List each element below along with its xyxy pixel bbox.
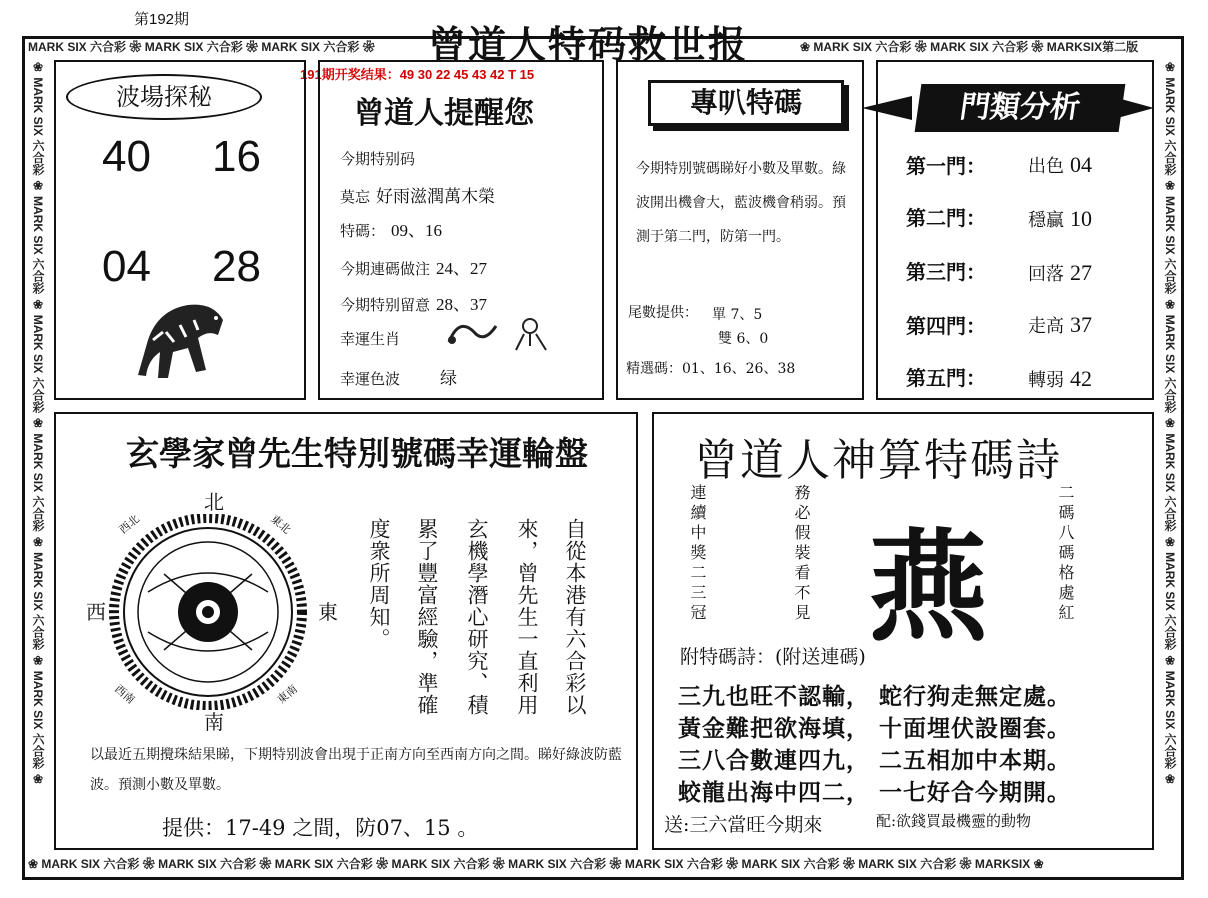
reminder-row: 今期特别留意 28、37	[340, 295, 488, 314]
poem-pair: 配:欲錢買最機靈的動物	[876, 812, 1032, 830]
door-value: 穩贏 10	[1028, 206, 1092, 231]
right-border: ❀ MARK SIX 六合彩 ❀ MARK SIX 六合彩 ❀ MARK SIX 六合彩 ❀ MARK SIX 六合彩 ❀ MARK SIX 六合彩 ❀ MARK SIX 六合彩 ❀	[1163, 60, 1177, 787]
door-value: 走高 37	[1028, 312, 1092, 337]
left-border: ❀ MARK SIX 六合彩 ❀ MARK SIX 六合彩 ❀ MARK SIX 六合彩 ❀ MARK SIX 六合彩 ❀ MARK SIX 六合彩 ❀ MARK SIX 六合彩 ❀	[31, 60, 45, 787]
poem-column: 連續中獎二三冠	[688, 484, 707, 624]
wheel-title: 玄學家曾先生特別號碼幸運輪盤	[126, 434, 588, 473]
compass-west: 西	[86, 600, 106, 624]
compass-east: 東	[318, 600, 338, 624]
lucky-wheel	[108, 514, 308, 710]
compass-south: 南	[204, 710, 224, 734]
compass-se: 東南	[274, 682, 300, 707]
wave-number: 40	[102, 132, 151, 181]
wave-number: 16	[212, 132, 261, 181]
tema-title: 專叭特碼	[648, 80, 844, 126]
bottom-border: ❀ MARK SIX 六合彩 ❀ MARK SIX 六合彩 ❀ MARK SIX 六合彩 ❀ MARK SIX 六合彩 ❀ MARK SIX 六合彩 ❀ MARK SIX 六合彩 ❀ MARK SIX 六合彩 ❀ MARK SIX 六合彩 ❀ MARKSIX ❀	[28, 857, 1044, 871]
door-value: 出色 04	[1028, 152, 1092, 177]
compass-ne: 東北	[268, 512, 294, 537]
brand-text: MARK SIX 六合彩	[28, 40, 127, 54]
compass-nw: 西北	[116, 512, 142, 537]
dragon-icon	[448, 326, 496, 344]
tema-text: 今期特別號碼睇好小數及單數。綠波開出機會大，藍波機會稍弱。預測于第二門，防第一門。	[636, 161, 846, 245]
poem-line: 三九也旺不認輸， 蛇行狗走無定處。	[678, 683, 1072, 710]
wheel-column: 自從本港有六合彩以	[563, 518, 587, 716]
tail-single: 單 7、5	[712, 307, 763, 323]
reminder-row: 幸運色波 绿	[340, 369, 458, 388]
door-label: 第二門：	[906, 206, 986, 230]
wave-title: 波場探秘	[66, 74, 262, 120]
top-border-right: ❀ MARK SIX 六合彩 ❀ MARK SIX 六合彩 ❀ MARKSIX第二版	[800, 40, 1139, 54]
reminder-title: 曾道人提醒您	[354, 96, 534, 131]
poem-title: 曾道人神算特碼詩	[694, 435, 1062, 486]
door-value: 轉弱 42	[1028, 366, 1092, 391]
poem-column: 二碼八碼格處紅	[1056, 484, 1075, 624]
monkey-icon	[516, 319, 546, 350]
wave-number: 28	[212, 242, 261, 291]
select-row: 精選碼：01、16、26、38	[626, 361, 796, 377]
poem-send: 送:三六當旺今期來	[664, 814, 823, 836]
door-value: 回落 27	[1028, 260, 1092, 285]
reminder-row: 特碼： 09、16	[340, 221, 443, 240]
wheel-column: 累了豐富經驗，準確	[415, 518, 439, 716]
poem-line: 三八合數連四九， 二五相加中本期。	[678, 747, 1072, 774]
reminder-row: 莫忘 好雨滋潤萬木榮	[340, 187, 496, 206]
reminder-row: 今期連碼做注 24、27	[340, 259, 488, 278]
starburst-icon	[862, 90, 912, 126]
door-label: 第四門：	[906, 314, 986, 338]
poem-column: 務必假裝看不見	[792, 484, 811, 624]
reminder-row: 今期特别码	[340, 150, 416, 168]
compass-north: 北	[204, 490, 224, 514]
doors-title: 門類分析	[915, 84, 1126, 132]
wheel-note: 以最近五期攪珠結果睇，下期特别波會出現于正南方向至西南方向之間。睇好綠波防藍波。預測小數及單數。	[90, 747, 622, 793]
wheel-column: 度衆所周知。	[367, 518, 391, 650]
tail-double: 雙 6、0	[718, 331, 769, 347]
wheel-supply: 提供：17-49 之間，防07、15 。	[162, 816, 479, 840]
zodiac-icons	[444, 312, 560, 356]
door-label: 第一門：	[906, 154, 986, 178]
poem-attach: 附特碼詩：(附送連碼)	[680, 646, 866, 668]
tail-label: 尾數提供：	[628, 305, 698, 321]
door-label: 第五門：	[906, 366, 986, 390]
wheel-column: 來，曾先生一直利用	[515, 518, 539, 716]
issue-number: 第192期	[134, 11, 190, 28]
poem-line: 黃金難把欲海填， 十面埋伏設圈套。	[678, 715, 1072, 742]
tiger-icon	[118, 280, 238, 392]
compass-sw: 西南	[112, 682, 138, 707]
page-title: 曾道人特码救世报	[428, 22, 749, 67]
reminder-row: 幸運生肖	[340, 330, 401, 348]
door-label: 第三門：	[906, 260, 986, 284]
big-character: 燕	[868, 517, 988, 658]
previous-result: 191期开奖结果：49 30 22 45 43 42 T 15	[300, 67, 535, 82]
top-border-left: MARK SIX 六合彩 ❀ MARK SIX 六合彩 ❀ MARK SIX 六合彩 ❀	[28, 40, 375, 54]
wheel-column: 玄機學潛心研究、積	[465, 518, 489, 716]
wave-number: 04	[102, 242, 151, 291]
poem-line: 蛟龍出海中四二， 一七好合今期開。	[678, 779, 1072, 806]
edition-label: 第二版	[1102, 40, 1139, 54]
